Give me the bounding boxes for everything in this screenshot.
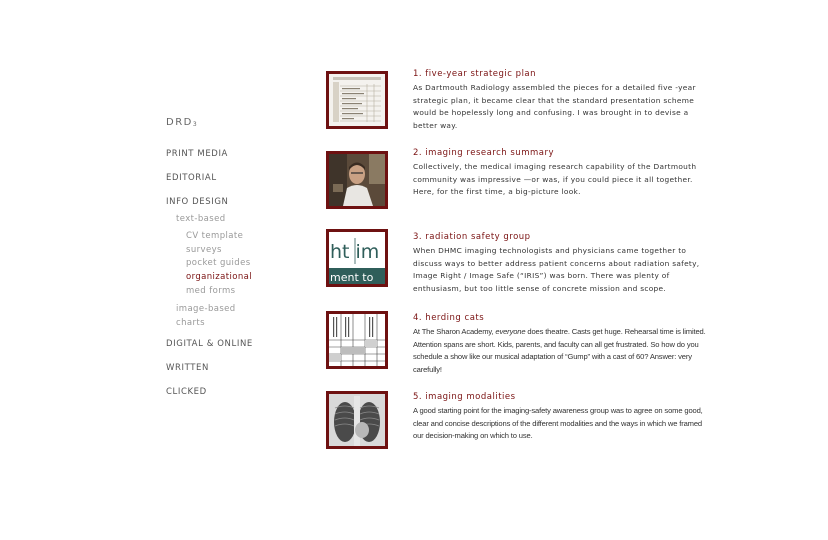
svg-text:ment to: ment to — [330, 271, 374, 284]
nav-clicked[interactable]: CLICKED — [166, 387, 207, 397]
thumbnail-strategic-plan[interactable] — [326, 71, 388, 129]
project-title-3[interactable]: 3. radiation safety group — [413, 232, 531, 242]
nav-editorial[interactable]: EDITORIAL — [166, 173, 217, 183]
site-logo[interactable]: $DRD_3$ — [166, 117, 199, 128]
researcher-photo-image — [329, 154, 385, 206]
nav-organizational[interactable]: organizational — [186, 272, 253, 282]
nav-image-based[interactable]: image-based — [176, 304, 236, 314]
chest-xray-image — [329, 394, 385, 446]
document-table-image — [329, 74, 385, 126]
project-desc-1: As Dartmouth Radiology assembled the pieces for a detailed five -year strategic plan, it became clear that the standard presentation scheme would be hopelessly long and confusing. I was brought in to devise a better way. — [413, 83, 696, 130]
project-title-1[interactable]: 1. five-year strategic plan — [413, 69, 537, 79]
nav-pocket-guides[interactable]: pocket guides — [186, 258, 251, 268]
nav-text-based[interactable]: text-based — [176, 214, 226, 224]
nav-cv-template[interactable]: CV template — [186, 231, 244, 241]
project-entry-4 — [413, 313, 713, 376]
nav-written[interactable]: WRITTEN — [166, 363, 209, 373]
schedule-grid-image — [329, 314, 385, 366]
nav-info-design[interactable]: INFO DESIGN — [166, 197, 229, 207]
project-desc-4: At The Sharon Academy, everyone does theatre. Casts get huge. Rehearsal time is limited. Attention spans are short. Kids, parents, and faculty can all get frustrated. So how do you schedule a show like our musical adaptation of “Gump” with a cast of 60? Answer: very carefully! — [413, 327, 706, 374]
thumbnail-research-summary[interactable] — [326, 151, 388, 209]
nav-surveys[interactable]: surveys — [186, 245, 222, 255]
thumbnail-imaging-modalities[interactable] — [326, 391, 388, 449]
project-desc-3: When DHMC imaging technologists and physicians came together to discuss ways to better address patient concerns about radiation safety, Image Right / Image Safe (“IRIS”) was born. There was plenty of enthusiasm, but too little sense of concrete mission and scope. — [413, 246, 700, 293]
project-title-5[interactable]: 5. imaging modalities — [413, 392, 516, 402]
project-entry-2 — [413, 148, 713, 199]
project-desc-2: Collectively, the medical imaging research capability of the Dartmouth community was impressive —or was, if you could piece it all together. Here, for the first time, a big-picture look. — [413, 162, 697, 196]
project-title-2[interactable]: 2. imaging research summary — [413, 148, 554, 158]
thumbnail-radiation-safety[interactable] — [326, 229, 388, 287]
svg-text:ht im: ht im — [330, 241, 380, 263]
nav-digital-online[interactable]: DIGITAL & ONLINE — [166, 339, 253, 349]
iris-logo-image — [329, 232, 385, 284]
nav-print-media[interactable]: PRINT MEDIA — [166, 149, 228, 159]
thumbnail-herding-cats[interactable] — [326, 311, 388, 369]
project-entry-3 — [413, 232, 713, 295]
project-entry-1 — [413, 69, 713, 132]
nav-charts[interactable]: charts — [176, 318, 205, 328]
project-desc-5: A good starting point for the imaging-safety awareness group was to agree on some good, clear and concise descriptions of the different modalities and the ways in which we framed our decision-making on which to use. — [413, 406, 703, 440]
project-entry-5 — [413, 392, 713, 443]
nav-med-forms[interactable]: med forms — [186, 286, 236, 296]
project-title-4[interactable]: 4. herding cats — [413, 313, 485, 323]
